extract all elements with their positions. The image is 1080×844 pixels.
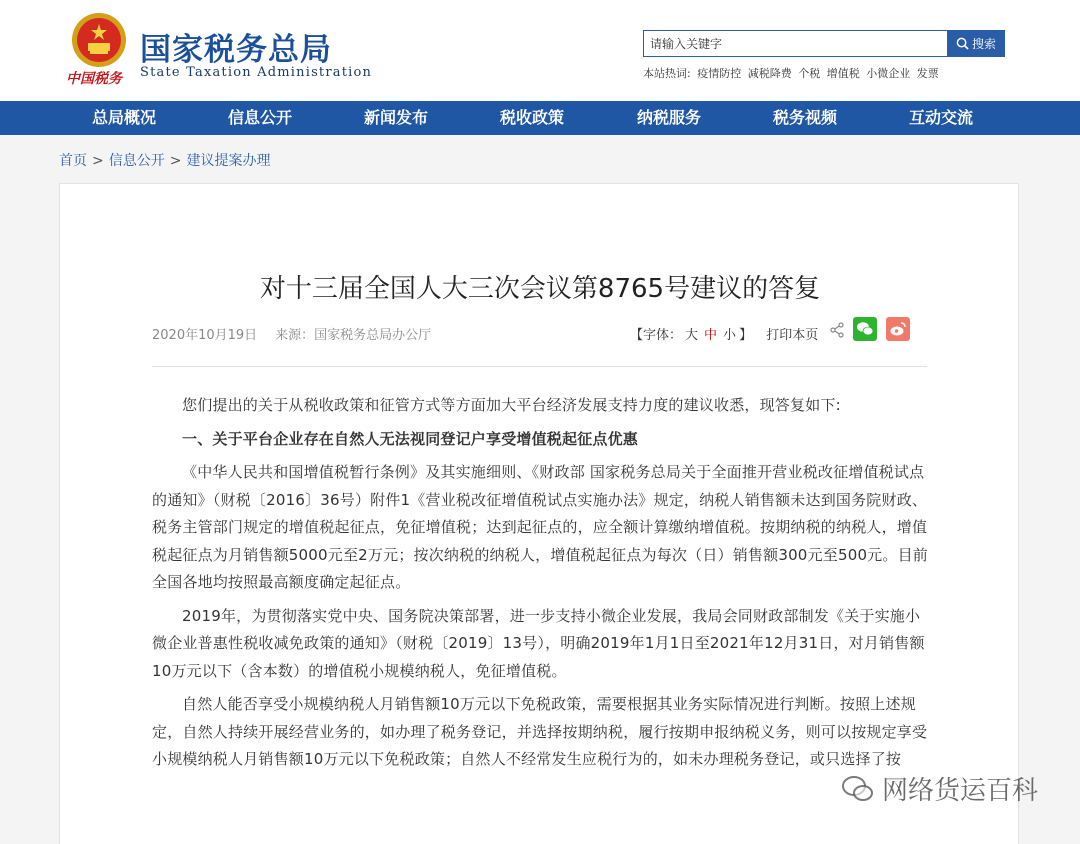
article-paragraph: 您们提出的关于从税收政策和征管方式等方面加大平台经济发展支持力度的建议收悉，现答复如下: — [182, 396, 841, 414]
search-button-label: 搜索 — [971, 37, 996, 51]
nav-item-overview[interactable]: 总局概况 — [92, 108, 157, 127]
breadcrumb-info-disclosure[interactable]: 信息公开 — [108, 153, 165, 169]
site-name-english: State Taxation Administration — [140, 65, 373, 80]
hot-keyword[interactable]: 疫情防控 — [697, 67, 742, 80]
wechat-glyph-icon — [853, 317, 877, 341]
nav-item-tax-policy[interactable]: 税收政策 — [500, 108, 565, 127]
article-card — [59, 183, 1019, 844]
article-tools — [630, 324, 818, 343]
article-paragraph: 自然人能否享受小规模纳税人月销售额10万元以下免税政策，需要根据其业务实际情况进行判断。按照上述规定，自然人持续开展经营业务的，如办理了税务登记，并选择按期纳税，履行按期申报纳税义务，则可以按规定享受小规模纳税人月销售额10万元以下免税政策；自然人不经常发生应税行为的，如未办理税务登记，或只选择了按 — [152, 695, 928, 768]
wechat-watermark-icon — [840, 774, 876, 804]
nav-item-interaction[interactable]: 互动交流 — [909, 108, 974, 127]
article-source: 来源：国家税务总局办公厅 — [275, 328, 432, 343]
nav-item-info-disclosure[interactable]: 信息公开 — [228, 108, 293, 127]
hot-keyword[interactable]: 发票 — [916, 67, 939, 80]
breadcrumb-separator: > — [169, 153, 182, 169]
breadcrumb-home[interactable]: 首页 — [59, 153, 87, 169]
font-size-large[interactable]: 大 — [685, 328, 699, 343]
weibo-glyph-icon — [886, 317, 910, 341]
watermark-text: 网络货运百科 — [882, 776, 1039, 806]
nav-item-taxpayer-service[interactable]: 纳税服务 — [637, 108, 702, 127]
hot-keyword[interactable]: 增值税 — [826, 67, 860, 80]
main-nav — [0, 101, 1080, 135]
hot-keywords-label: 本站热词: — [643, 67, 691, 80]
breadcrumb-proposals[interactable]: 建议提案办理 — [186, 153, 271, 169]
wechat-share-icon[interactable] — [853, 317, 877, 341]
article-title: 对十三届全国人大三次会议第8765号建议的答复 — [259, 274, 821, 304]
emblem-subtitle: 中国税务 — [66, 71, 122, 87]
article-meta — [152, 324, 431, 343]
nav-item-news[interactable]: 新闻发布 — [364, 108, 429, 127]
watermark — [840, 770, 1038, 807]
search-icon — [956, 37, 969, 50]
hot-keyword[interactable]: 个税 — [798, 67, 821, 80]
font-size-medium[interactable]: 中 — [704, 328, 718, 343]
weibo-share-icon[interactable] — [886, 317, 910, 341]
article-paragraph: 2019年，为贯彻落实党中央、国务院决策部署，进一步支持小微企业发展，我局会同财政部制发《关于实施小微企业普惠性税收减免政策的通知》（财税〔2019〕13号），明确2019年1月1日至2021年12月31日，对月销售额10万元以下（含本数）的增值税小规模纳税人，免征增值税。 — [152, 606, 925, 680]
article-date: 2020年10月19日 — [152, 328, 258, 343]
hot-keyword[interactable]: 减税降费 — [747, 67, 792, 80]
national-emblem-icon[interactable] — [68, 10, 130, 72]
font-size-close: 】 — [739, 328, 753, 343]
nav-item-tax-video[interactable]: 税务视频 — [773, 108, 838, 127]
article-section-heading: 一、关于平台企业存在自然人无法视同登记户享受增值税起征点优惠 — [182, 429, 639, 448]
hot-keyword[interactable]: 小微企业 — [866, 67, 911, 80]
article-paragraph: 《中华人民共和国增值税暂行条例》及其实施细则、《财政部 国家税务总局关于全面推开营业税改征增值税试点的通知》（财税〔2016〕36号）附件1《营业税改征增值税试点实施办法》规定，纳税人销售额未达到国务院财政、税务主管部门规定的增值税起征点，免征增值税；达到起征点的，应全额计算缴纳增值税。按期纳税的纳税人，增值税起征点为月销售额5000元至2万元；按次纳税的纳税人，增值税起征点为每次（日）销售额300元至500元。目前全国各地均按照最高额度确定起征点。 — [152, 463, 928, 591]
site-header — [0, 0, 1080, 101]
meta-divider — [152, 366, 927, 367]
share-icon[interactable] — [829, 322, 845, 338]
print-button[interactable]: 打印本页 — [766, 328, 819, 343]
breadcrumb — [59, 150, 270, 170]
article-body — [152, 392, 932, 780]
search-button[interactable] — [947, 30, 1005, 57]
search-input[interactable] — [643, 30, 948, 57]
font-size-label: 【字体： — [630, 328, 683, 343]
hot-keywords — [643, 65, 942, 81]
font-size-small[interactable]: 小 — [723, 328, 737, 343]
site-name-chinese[interactable]: 国家税务总局 — [140, 32, 332, 68]
breadcrumb-separator: > — [92, 153, 104, 169]
